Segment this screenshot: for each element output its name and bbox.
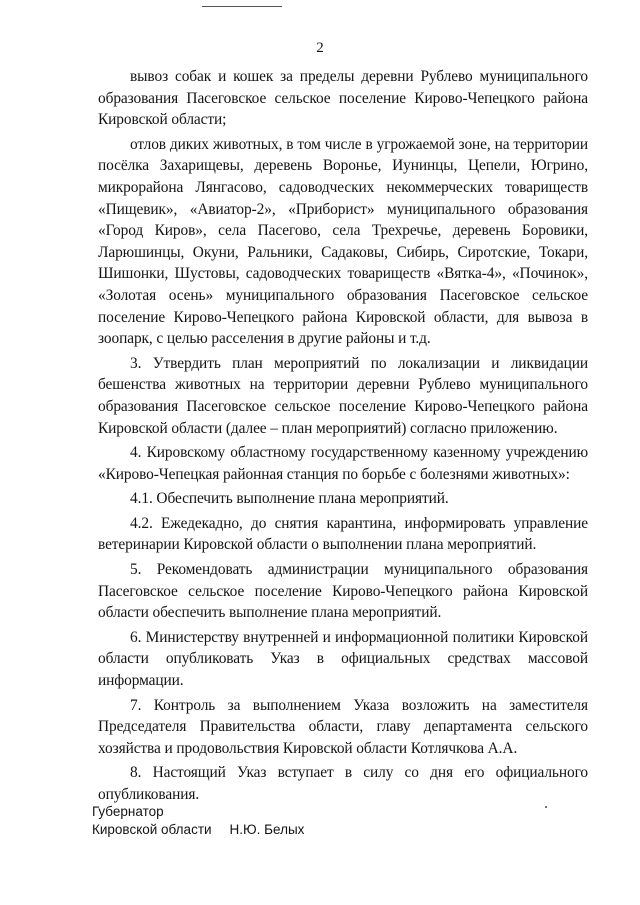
paragraph-item-4: 4. Кировскому областному государственному казенному учреждению «Кирово-Чепецкая районная станция по борьбе с болезнями животных»: (98, 444, 588, 483)
signature-title-line2: Кировской области (92, 822, 212, 837)
paragraph-item-7: 7. Контроль за выполнением Указа возложить на заместителя Председателя Правительства области, главу департамента сельского хозяйства и продовольствия Кировской области Котлячкова А.А. (98, 696, 588, 757)
paragraph-item-4-2: 4.2. Ежедекадно, до снятия карантина, информировать управление ветеринарии Кировской области о выполнении плана мероприятий. (98, 514, 588, 554)
paragraph-wild-animals: отлов диких животных, в том числе в угрожаемой зоне, на территории посёлка Захарищевы, деревень Воронье, Иунинцы, Цепели, Югрино, микрорайона Лянгасово, садоводческих некоммерческих товариществ «Пищевик», «Авиатор-2», «Приборист» муниципального образования «Город Киров», села Пасегово, села Трехречье, деревень Боровики, Ларюшинцы, Окуни, Ральники, Садаковы, Сибирь, Сиротские, Токари, Шишонки, Шустовы, садоводческих товариществ «Вятка-4», «Починок», «Золотая осень» муниципального образования Пасеговское сельское поселение Кирово-Чепецкого района Кировской области, для вывоза в зоопарк, с целью расселения в другие районы и т.д. (98, 135, 588, 348)
signature-block (92, 803, 304, 839)
signature-title-line2-row (92, 821, 304, 839)
paragraph-removal-pets: вывоз собак и кошек за пределы деревни Рублево муниципального образования Пасеговское сельское поселение Кирово-Чепецкого района Кировской области; (98, 68, 588, 129)
signature-title-line1: Губернатор (92, 804, 164, 819)
page-number: 2 (316, 40, 324, 56)
scan-speck (545, 806, 547, 808)
paragraph-item-8: 8. Настоящий Указ вступает в силу со дня его официального опубликования. (98, 764, 588, 803)
paragraph-item-6: 6. Министерству внутренней и информационной политики Кировской области опубликовать Указ в официальных средствах массовой информации. (98, 628, 588, 690)
paragraph-item-3: 3. Утвердить план мероприятий по локализации и ликвидации бешенства животных на территории деревни Рублево муниципального образования Пасеговское сельское поселение Кирово-Чепецкого района Кировской области (далее – план мероприятий) согласно приложению. (98, 354, 588, 437)
signature-name: Н.Ю. Белых (229, 822, 305, 837)
paragraph-item-5: 5. Рекомендовать администрации муниципального образования Пасеговское сельское поселение Кирово-Чепецкого района Кировской области обеспечить выполнение плана мероприятий. (98, 561, 588, 622)
paragraph-item-4-1: 4.1. Обеспечить выполнение плана мероприятий. (130, 490, 449, 508)
top-rule (202, 6, 282, 7)
document-body (98, 66, 588, 809)
